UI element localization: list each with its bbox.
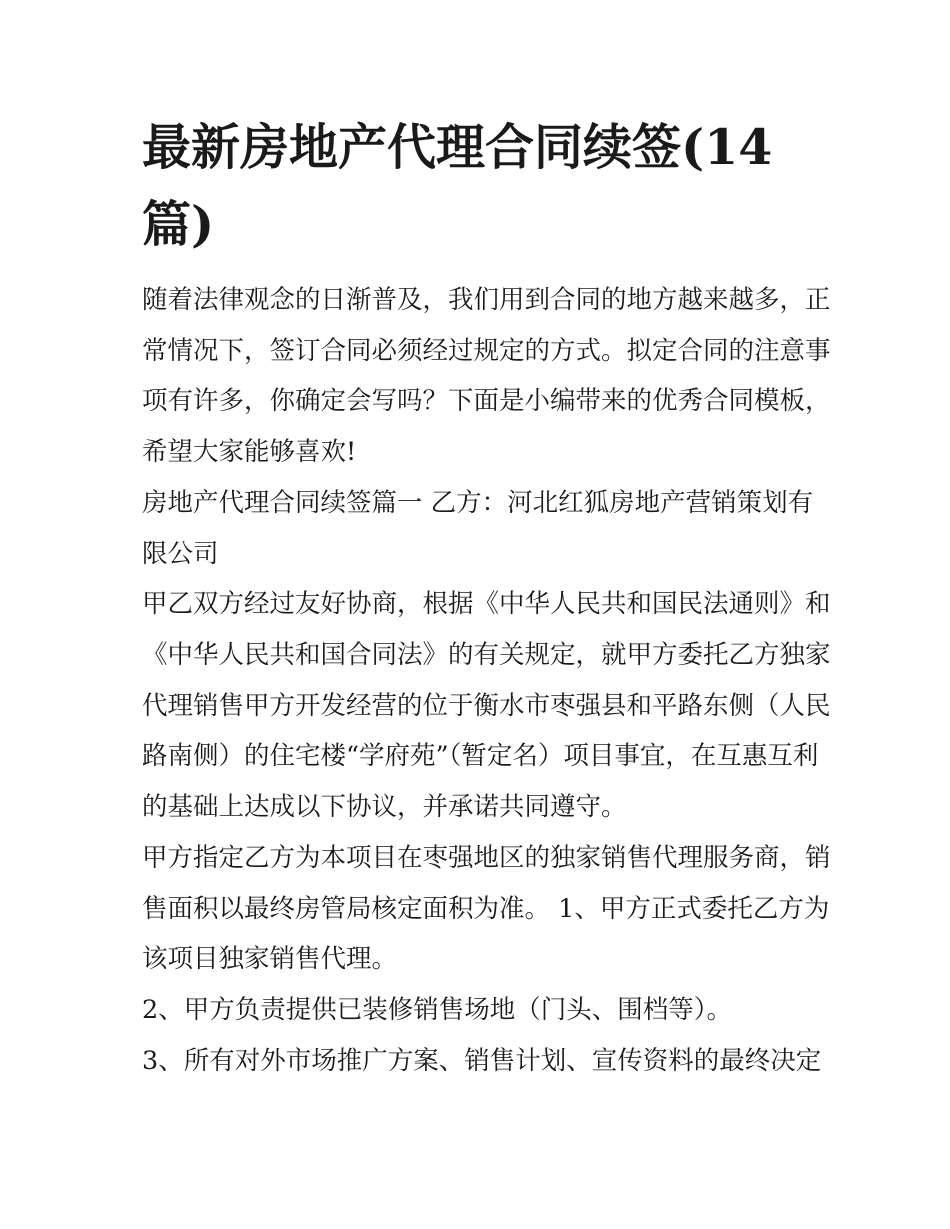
document-body <box>142 275 842 1087</box>
text-line: 希望大家能够喜欢! <box>142 437 357 468</box>
clause-paragraph <box>142 833 842 985</box>
text-line: 甲乙双方经过友好协商，根据《中华人民共和国民法通则》和 <box>142 589 831 620</box>
text-line: 代理销售甲方开发经营的位于衡水市枣强县和平路东侧（人民 <box>142 690 831 721</box>
text-line: 2、甲方负责提供已装修销售场地（门头、围档等）。 <box>142 995 732 1026</box>
title-line: 最新房地产代理合同续签(14 <box>142 118 773 176</box>
text-line: 售面积以最终房管局核定面积为准。 1、甲方正式委托乙方为 <box>142 893 830 924</box>
text-line: 甲方指定乙方为本项目在枣强地区的独家销售代理服务商，销 <box>142 842 831 873</box>
text-line: 项有许多，你确定会写吗？下面是小编带来的优秀合同模板， <box>142 386 831 417</box>
text-line: 常情况下，签订合同必须经过规定的方式。拟定合同的注意事 <box>142 335 831 366</box>
text-line: 该项目独家销售代理。 <box>142 944 398 975</box>
document-title <box>142 109 772 263</box>
text-line: 限公司 <box>142 538 219 569</box>
section-heading-paragraph <box>142 478 842 579</box>
text-line: 《中华人民共和国合同法》的有关规定，就甲方委托乙方独家 <box>142 640 831 671</box>
text-line: 路南侧）的住宅楼“学府苑”（暂定名）项目事宜，在互惠互利 <box>142 741 819 772</box>
clause-paragraph <box>142 1036 842 1087</box>
agreement-preamble-paragraph <box>142 579 842 833</box>
text-line: 房地产代理合同续签篇一 乙方：河北红狐房地产营销策划有 <box>142 487 814 518</box>
intro-paragraph <box>142 275 842 478</box>
text-line: 随着法律观念的日渐普及，我们用到合同的地方越来越多，正 <box>142 285 831 315</box>
clause-paragraph <box>142 985 842 1036</box>
title-line: 篇) <box>142 195 215 253</box>
text-line: 3、所有对外市场推广方案、销售计划、宣传资料的最终决定 <box>142 1045 822 1076</box>
text-line: 的基础上达成以下协议，并承诺共同遵守。 <box>142 792 627 823</box>
